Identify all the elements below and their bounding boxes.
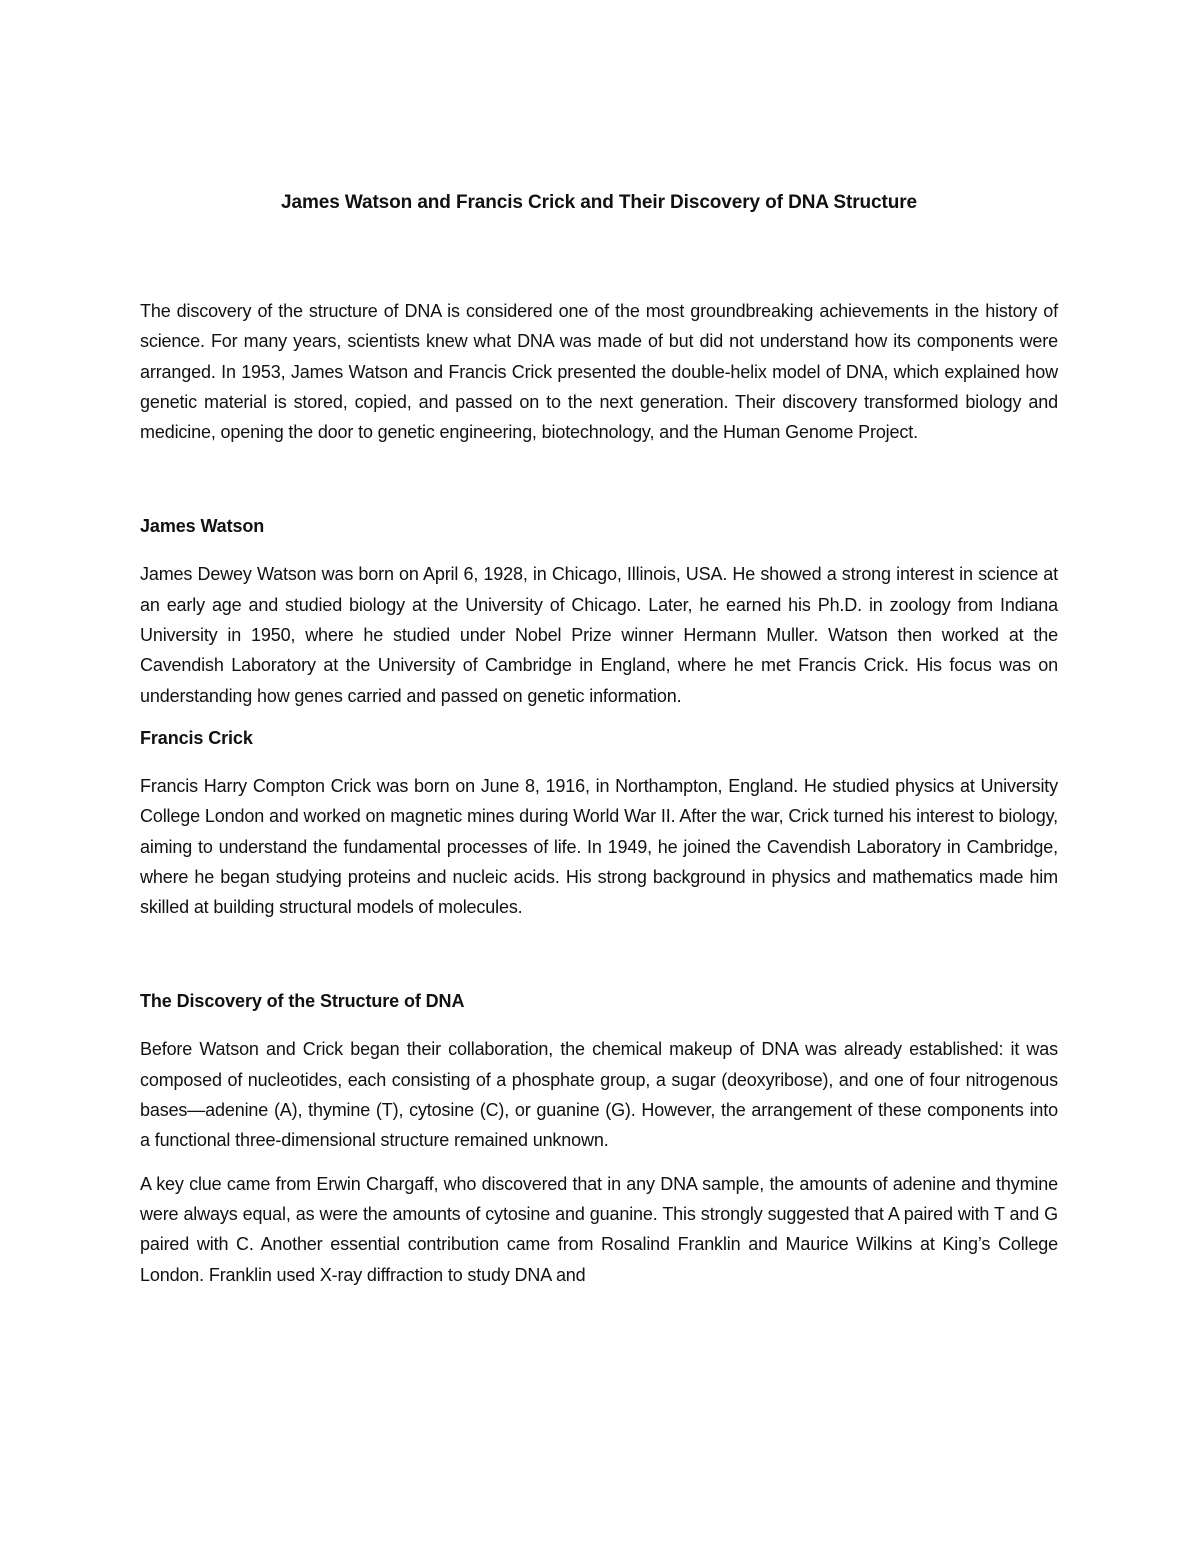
section-heading-james-watson: James Watson <box>140 516 265 537</box>
section-heading-dna-discovery: The Discovery of the Structure of DNA <box>140 991 465 1012</box>
document-title: James Watson and Francis Crick and Their Discovery of DNA Structure <box>281 192 917 213</box>
intro-paragraph: The discovery of the structure of DNA is considered one of the most groundbreaking achievements in the history of science. For many years, scientists knew what DNA was made of but did not understand how its components were arranged. In 1953, James Watson and Francis Crick presented the double-helix model of DNA, which explained how genetic material is stored, copied, and passed on to the next generation. Their discovery transformed biology and medicine, opening the door to genetic engineering, biotechnology, and the Human Genome Project. <box>140 301 1058 443</box>
dna-discovery-paragraph-2: A key clue came from Erwin Chargaff, who discovered that in any DNA sample, the amounts of adenine and thymine were always equal, as were the amounts of cytosine and guanine. This strongly suggested that A paired with T and G paired with C. Another essential contribution came from Rosalind Franklin and Maurice Wilkins at King’s College London. Franklin used X-ray diffraction to study DNA and <box>140 1173 1058 1285</box>
document-body <box>140 188 1058 1290</box>
section-heading-francis-crick: Francis Crick <box>140 727 253 748</box>
james-watson-paragraph: James Dewey Watson was born on April 6, 1928, in Chicago, Illinois, USA. He showed a strong interest in science at an early age and studied biology at the University of Chicago. Later, he earned his Ph.D. in zoology from Indiana University in 1950, where he studied under Nobel Prize winner Hermann Muller. Watson then worked at the Cavendish Laboratory at the University of Cambridge in England, where he met Francis Crick. His focus was on understanding how genes carried and passed on genetic information. <box>140 564 1058 706</box>
francis-crick-paragraph: Francis Harry Compton Crick was born on June 8, 1916, in Northampton, England. He studied physics at University College London and worked on magnetic mines during World War II. After the war, Crick turned his interest to biology, aiming to understand the fundamental processes of life. In 1949, he joined the Cavendish Laboratory in Cambridge, where he began studying proteins and nucleic acids. His strong background in physics and mathematics made him skilled at building structural models of molecules. <box>140 775 1058 918</box>
dna-discovery-paragraph-1: Before Watson and Crick began their collaboration, the chemical makeup of DNA was already established: it was composed of nucleotides, each consisting of a phosphate group, a sugar (deoxyribose), and one of four nitrogenous bases—adenine (A), thymine (T), cytosine (C), or guanine (G). However, the arrangement of these components into a functional three-dimensional structure remained unknown. <box>140 1039 1058 1151</box>
